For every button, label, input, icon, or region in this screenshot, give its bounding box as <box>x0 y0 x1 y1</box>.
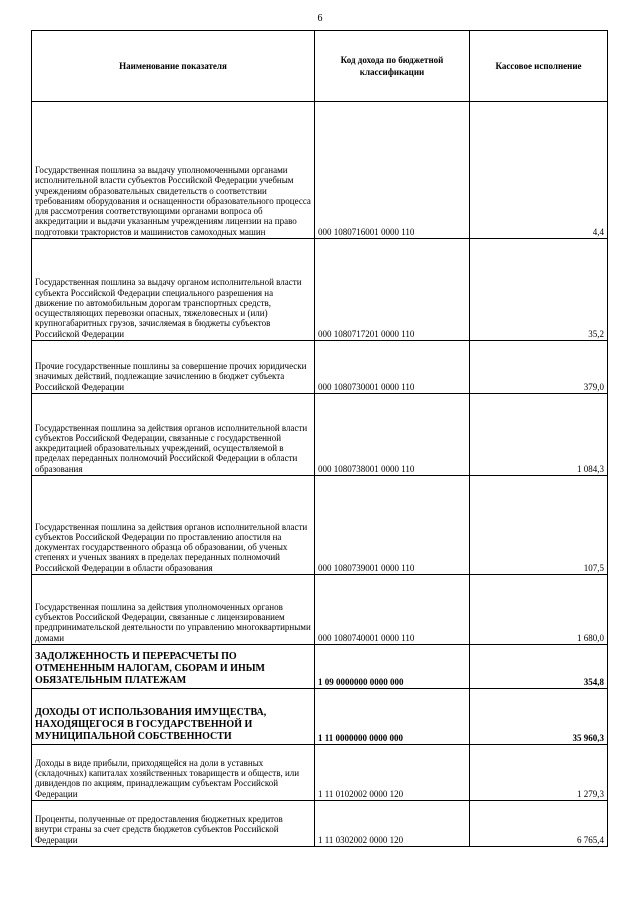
row-indicator-name: Государственная пошлина за выдачу уполномоченными органами исполнительной власти субъектов Российской Федерации учебным учреждениям образовательных свидетельств о соответствии требованиям оборудования и оснащенности образовательного процесса для рассмотрения соответствующими органами вопроса об аккредитации и выдачи указанным учреждениям лицензии на право подготовки трактористов и машинистов самоходных машин <box>32 102 315 239</box>
table-header-row <box>32 31 608 102</box>
table-row <box>32 575 608 645</box>
row-revenue-code: 1 11 0000000 0000 000 <box>315 689 470 745</box>
row-indicator-name: ЗАДОЛЖЕННОСТЬ И ПЕРЕРАСЧЕТЫ ПО ОТМЕНЕННЫМ НАЛОГАМ, СБОРАМ И ИНЫМ ОБЯЗАТЕЛЬНЫМ ПЛАТЕЖАМ <box>32 645 315 689</box>
table-row <box>32 341 608 394</box>
header-cash-execution: Кассовое исполнение <box>470 31 608 102</box>
table-row <box>32 394 608 476</box>
row-indicator-name: ДОХОДЫ ОТ ИСПОЛЬЗОВАНИЯ ИМУЩЕСТВА, НАХОДЯЩЕГОСЯ В ГОСУДАРСТВЕННОЙ И МУНИЦИПАЛЬНОЙ СОБСТВЕННОСТИ <box>32 689 315 745</box>
revenue-table <box>31 30 608 847</box>
row-amount: 1 279,3 <box>470 745 608 801</box>
header-indicator-name: Наименование показателя <box>32 31 315 102</box>
row-indicator-name: Государственная пошлина за действия органов исполнительной власти субъектов Российской Федерации по проставлению апостиля на документах государственного образца об образовании, об ученых степенях и ученых званиях в пределах переданных полномочий Российской Федерации в области образования <box>32 476 315 575</box>
row-revenue-code: 000 1080739001 0000 110 <box>315 476 470 575</box>
row-amount: 379,0 <box>470 341 608 394</box>
row-revenue-code: 1 09 0000000 0000 000 <box>315 645 470 689</box>
row-amount: 35 960,3 <box>470 689 608 745</box>
row-indicator-name: Доходы в виде прибыли, приходящейся на доли в уставных (складочных) капиталах хозяйственных товариществ и обществ, или дивидендов по акциям, принадлежащим субъектам Российской Федерации <box>32 745 315 801</box>
table-row <box>32 239 608 341</box>
row-amount: 4,4 <box>470 102 608 239</box>
table-row <box>32 102 608 239</box>
row-revenue-code: 000 1080738001 0000 110 <box>315 394 470 476</box>
header-revenue-code: Код дохода по бюджетной классификации <box>315 31 470 102</box>
row-indicator-name: Проценты, полученные от предоставления бюджетных кредитов внутри страны за счет средств бюджетов субъектов Российской Федерации <box>32 801 315 847</box>
row-revenue-code: 1 11 0102002 0000 120 <box>315 745 470 801</box>
row-revenue-code: 1 11 0302002 0000 120 <box>315 801 470 847</box>
row-indicator-name: Государственная пошлина за выдачу органом исполнительной власти субъекта Российской Федерации специального разрешения на движение по автомобильным дорогам транспортных средств, осуществляющих перевозки опасных, тяжеловесных и (или) крупногабаритных грузов, зачисляемая в бюджеты субъектов Российской Федерации <box>32 239 315 341</box>
row-revenue-code: 000 1080740001 0000 110 <box>315 575 470 645</box>
row-indicator-name: Прочие государственные пошлины за совершение прочих юридически значимых действий, подлежащие зачислению в бюджет субъекта Российской Федерации <box>32 341 315 394</box>
row-amount: 107,5 <box>470 476 608 575</box>
row-amount: 1 680,0 <box>470 575 608 645</box>
row-indicator-name: Государственная пошлина за действия органов исполнительной власти субъектов Российской Федерации, связанные с государственной аккредитацией образовательных учреждений, осуществляемой в пределах переданных полномочий Российской Федерации в области образования <box>32 394 315 476</box>
table-row <box>32 801 608 847</box>
row-revenue-code: 000 1080730001 0000 110 <box>315 341 470 394</box>
row-amount: 35,2 <box>470 239 608 341</box>
row-amount: 1 084,3 <box>470 394 608 476</box>
table-row <box>32 476 608 575</box>
table-row-section <box>32 689 608 745</box>
row-revenue-code: 000 1080717201 0000 110 <box>315 239 470 341</box>
row-amount: 6 765,4 <box>470 801 608 847</box>
page-number: 6 <box>317 13 323 24</box>
table-row-section <box>32 645 608 689</box>
row-revenue-code: 000 1080716001 0000 110 <box>315 102 470 239</box>
row-amount: 354,8 <box>470 645 608 689</box>
row-indicator-name: Государственная пошлина за действия уполномоченных органов субъектов Российской Федерации, связанные с лицензированием предпринимательской деятельности по управлению многоквартирными домами <box>32 575 315 645</box>
table-row <box>32 745 608 801</box>
